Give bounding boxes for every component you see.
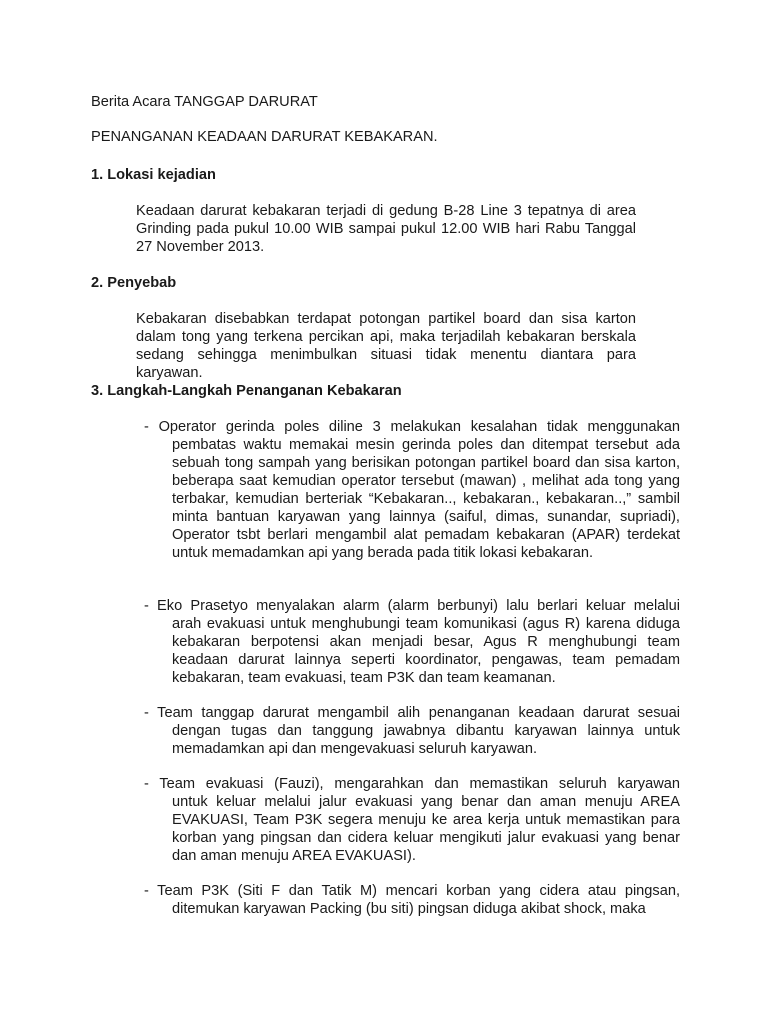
- section-heading-penyebab: 2. Penyebab: [91, 275, 177, 291]
- list-item: [144, 775, 680, 865]
- list-item-continuation: dengan tugas dan tanggung jawabnya dibantu karyawan lainnya untuk memadamkan api dan mengevakuasi seluruh karyawan.: [172, 723, 680, 757]
- list-item: [144, 597, 680, 687]
- list-item-first-line: - Operator gerinda poles diline 3 melakukan kesalahan tidak menggunakan: [144, 419, 680, 435]
- list-item: [144, 418, 680, 562]
- list-item-first-line: - Eko Prasetyo menyalakan alarm (alarm berbunyi) lalu berlari keluar melalui: [144, 598, 680, 614]
- list-item-continuation: untuk keluar melalui jalur evakuasi yang benar dan aman menuju AREA EVAKUASI, Team P3K segera menuju ke area kerja untuk memastikan para korban yang pingsan dan cidera keluar mengikuti jalur evakuasi yang benar dan aman menuju AREA EVAKUASI).: [172, 794, 680, 864]
- section-body-lokasi: Keadaan darurat kebakaran terjadi di gedung B-28 Line 3 tepatnya di area Grinding pada pukul 10.00 WIB sampai pukul 12.00 WIB hari Rabu Tanggal 27 November 2013.: [136, 203, 636, 255]
- list-item: [144, 882, 680, 918]
- list-item-first-line: - Team evakuasi (Fauzi), mengarahkan dan memastikan seluruh karyawan: [144, 776, 680, 792]
- list-item-continuation: pembatas waktu memakai mesin gerinda poles dan ditempat tersebut ada sebuah tong sampah yang berisikan potongan partikel board dan sisa karton, beberapa saat kemudian operator tersebut (mawan) , melihat ada tong yang terbakar, kemudian berteriak “Kebakaran.., kebakaran., kebakaran..,” sambil minta bantuan karyawan yang lainnya (saiful, dimas, sunandar, supriadi), Operator tsbt berlari mengambil alat pemadam kebakaran (APAR) terdekat untuk memadamkan api yang berada pada titik lokasi kebakaran.: [172, 437, 680, 561]
- section-heading-langkah: 3. Langkah-Langkah Penanganan Kebakaran: [91, 383, 402, 399]
- section-body-penyebab: Kebakaran disebabkan terdapat potongan partikel board dan sisa karton dalam tong yang terkena percikan api, maka terjadilah kebakaran berskala sedang sehingga menimbulkan situasi tidak menentu diantara para karyawan.: [136, 311, 636, 381]
- list-item: [144, 704, 680, 758]
- document-title: Berita Acara TANGGAP DARURAT: [91, 94, 318, 110]
- list-item-continuation: ditemukan karyawan Packing (bu siti) pingsan diduga akibat shock, maka: [172, 901, 646, 917]
- section-heading-lokasi: 1. Lokasi kejadian: [91, 167, 216, 183]
- list-item-continuation: arah evakuasi untuk menghubungi team komunikasi (agus R) karena diduga kebakaran berpotensi akan menjadi besar, Agus R menghubungi team keadaan darurat lainnya seperti koordinator, pengawas, team pemadam kebakaran, team evakuasi, team P3K dan team keamanan.: [172, 616, 680, 686]
- list-item-first-line: - Team tanggap darurat mengambil alih penanganan keadaan darurat sesuai: [144, 705, 680, 721]
- document-subtitle: PENANGANAN KEADAAN DARURAT KEBAKARAN.: [91, 129, 438, 145]
- list-item-first-line: - Team P3K (Siti F dan Tatik M) mencari korban yang cidera atau pingsan,: [144, 883, 680, 899]
